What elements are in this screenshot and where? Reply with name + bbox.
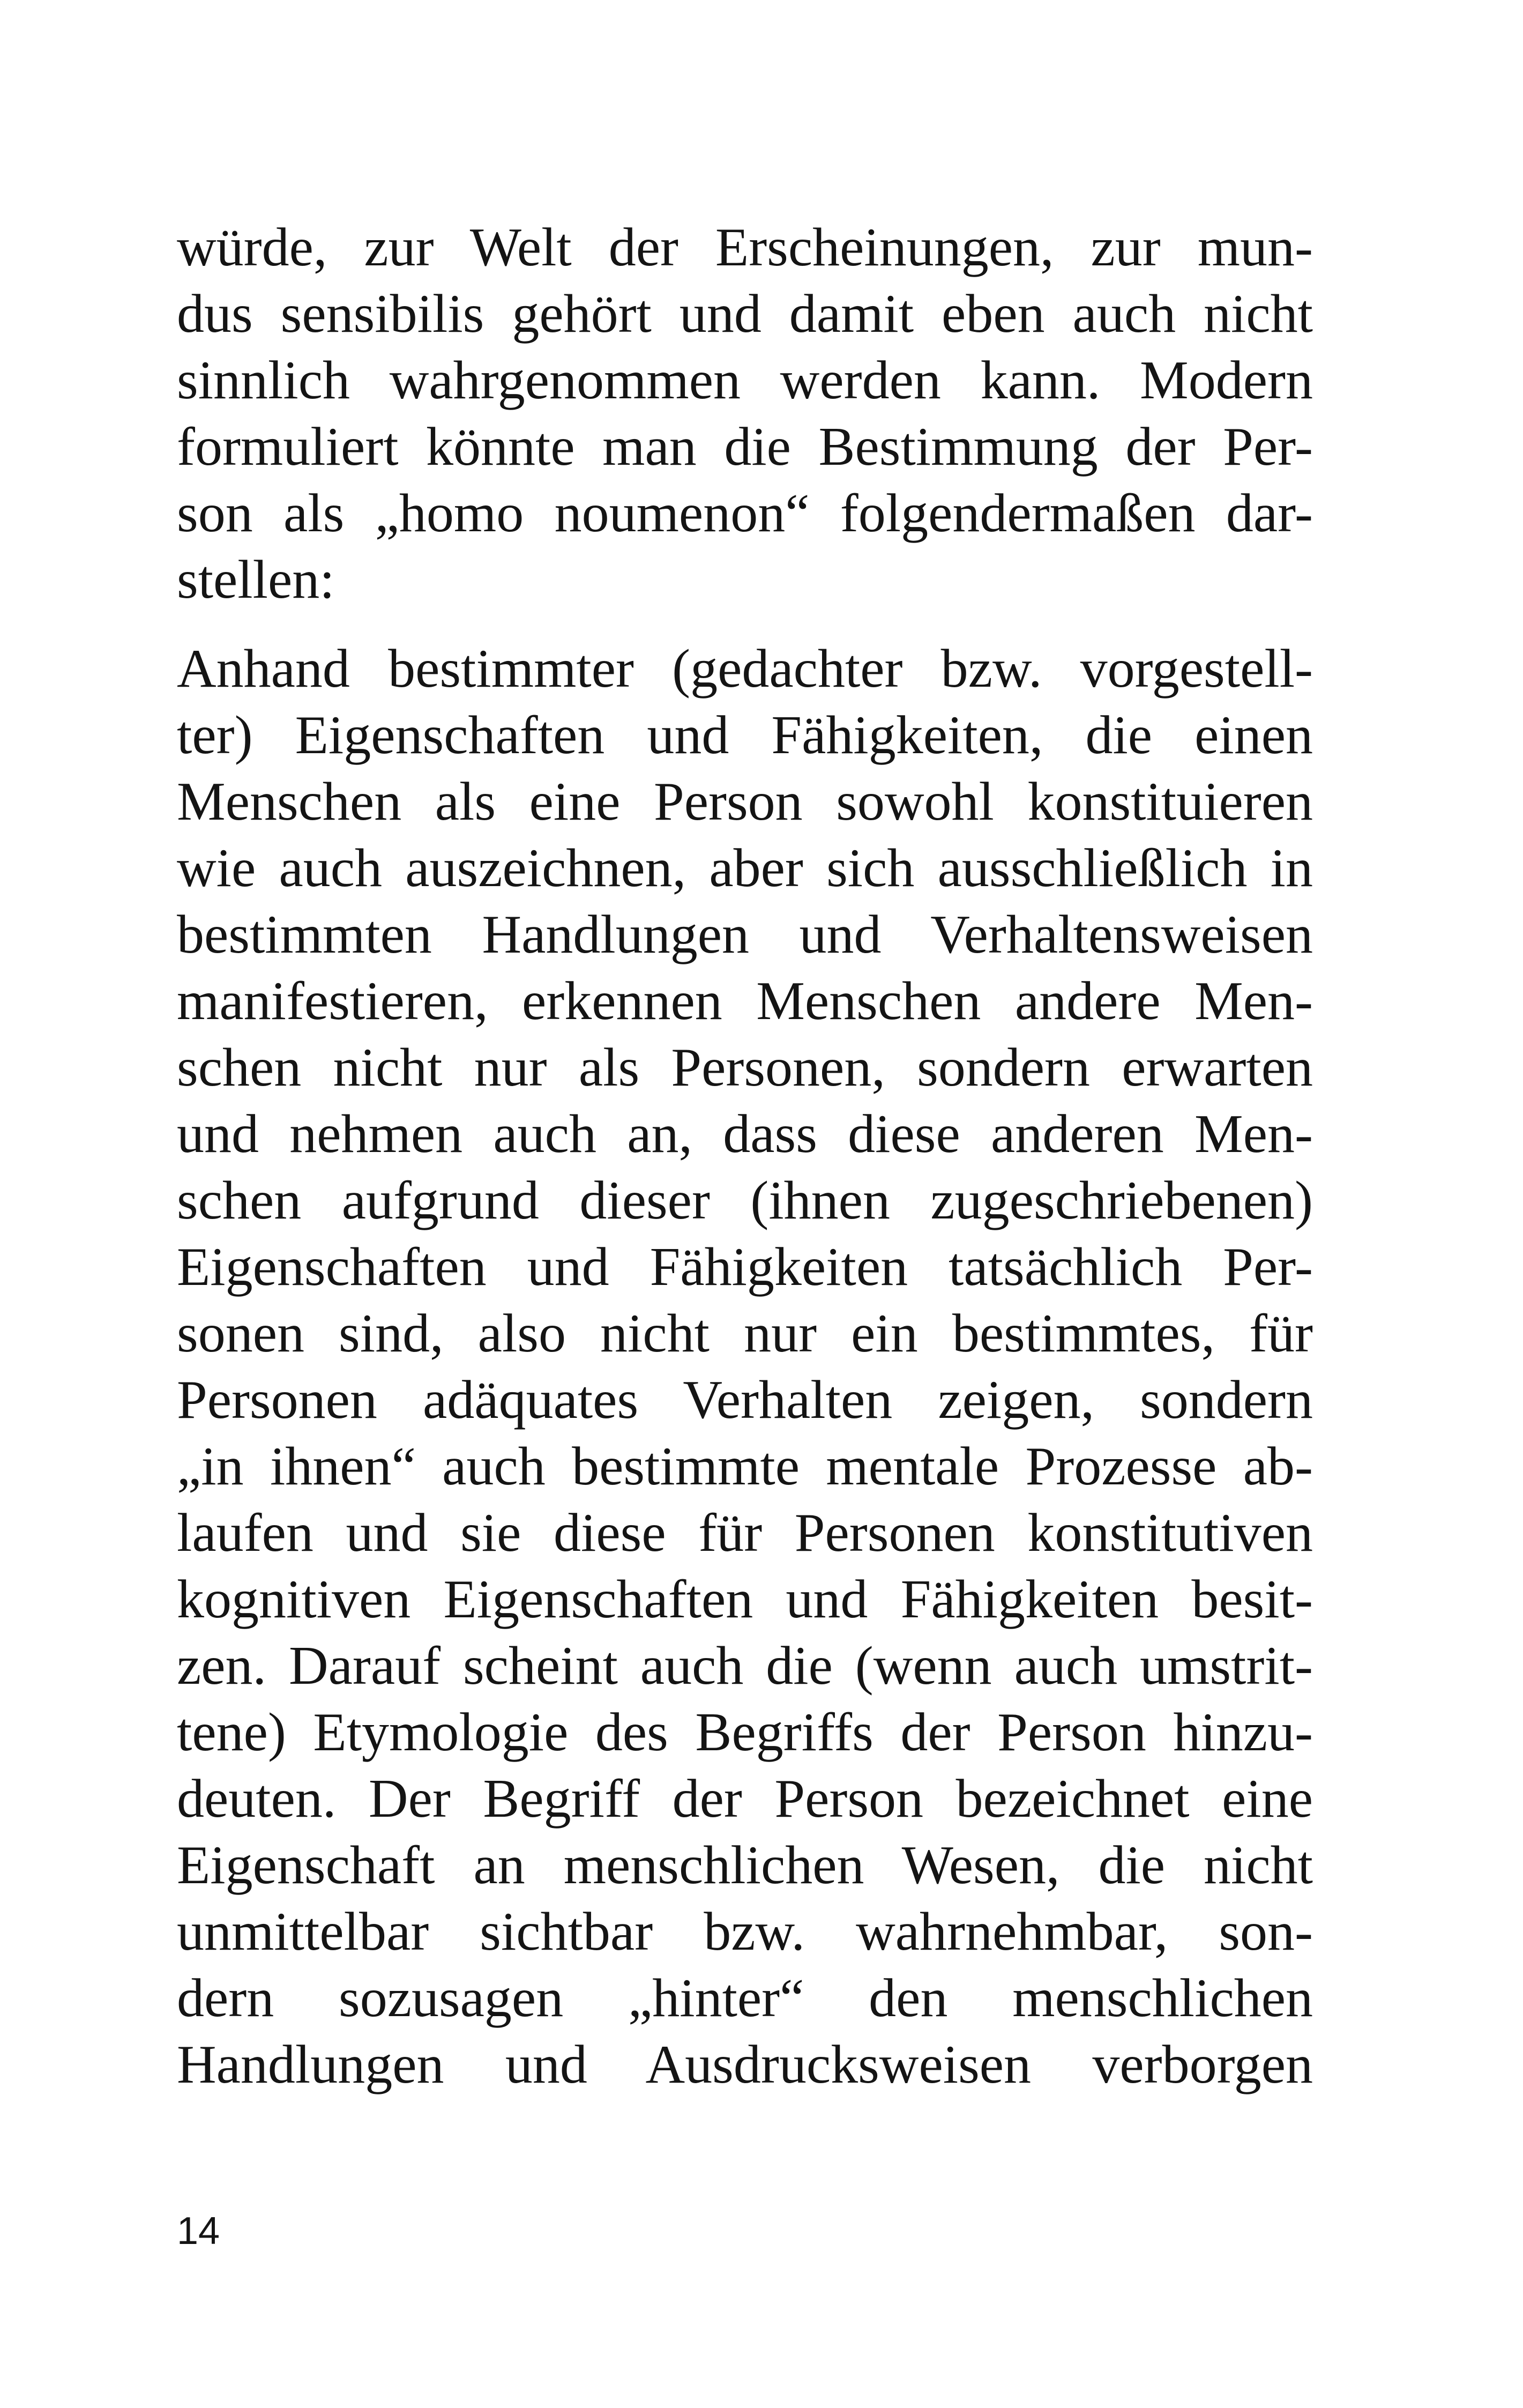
- text-line: sonen sind, also nicht nur ein bestimmtes, für: [177, 1303, 1313, 1364]
- text-line: Eigenschaft an menschlichen Wesen, die nicht: [177, 1835, 1313, 1896]
- text-line: schen aufgrund dieser (ihnen zugeschriebenen): [177, 1170, 1313, 1231]
- text-line: Anhand bestimmter (gedachter bzw. vorgestell-: [177, 638, 1313, 699]
- text-line: würde, zur Welt der Erscheinungen, zur mun-: [177, 217, 1313, 278]
- text-line: tene) Etymologie des Begriffs der Person hinzu-: [177, 1702, 1313, 1763]
- text-line: Personen adäquates Verhalten zeigen, sondern: [177, 1370, 1313, 1430]
- text-line: son als „homo noumenon“ folgendermaßen dar-: [177, 483, 1313, 544]
- text-line: formuliert könnte man die Bestimmung der Per-: [177, 417, 1313, 477]
- text-line: ter) Eigenschaften und Fähigkeiten, die einen: [177, 705, 1313, 765]
- text-line: deuten. Der Begriff der Person bezeichnet eine: [177, 1768, 1313, 1829]
- text-line: kognitiven Eigenschaften und Fähigkeiten besit-: [177, 1569, 1313, 1630]
- page-number: 14: [177, 2210, 220, 2253]
- text-line: laufen und sie diese für Personen konstitutiven: [177, 1503, 1313, 1563]
- text-line: unmittelbar sichtbar bzw. wahrnehmbar, son-: [177, 1901, 1313, 1962]
- text-line: wie auch auszeichnen, aber sich ausschließlich in: [177, 838, 1313, 898]
- text-line: sinnlich wahrgenommen werden kann. Modern: [177, 350, 1313, 411]
- paragraph-1: [177, 214, 1313, 613]
- text-line: manifestieren, erkennen Menschen andere Men-: [177, 971, 1313, 1031]
- body-text: [177, 214, 1313, 2098]
- text-line: dern sozusagen „hinter“ den menschlichen: [177, 1968, 1313, 2028]
- text-line: Eigenschaften und Fähigkeiten tatsächlich Per-: [177, 1237, 1313, 1297]
- text-line: „in ihnen“ auch bestimmte mentale Prozesse ab-: [177, 1436, 1313, 1497]
- text-line: dus sensibilis gehört und damit eben auch nicht: [177, 284, 1313, 344]
- text-line: und nehmen auch an, dass diese anderen Men-: [177, 1104, 1313, 1164]
- text-line: stellen:: [177, 549, 335, 610]
- text-line: schen nicht nur als Personen, sondern erwarten: [177, 1037, 1313, 1098]
- text-line: zen. Darauf scheint auch die (wenn auch umstrit-: [177, 1636, 1313, 1696]
- text-line: bestimmten Handlungen und Verhaltensweisen: [177, 904, 1313, 965]
- paragraph-2: [177, 636, 1313, 2098]
- text-line: Handlungen und Ausdrucksweisen verborgen: [177, 2034, 1313, 2095]
- text-line: Menschen als eine Person sowohl konstituieren: [177, 771, 1313, 832]
